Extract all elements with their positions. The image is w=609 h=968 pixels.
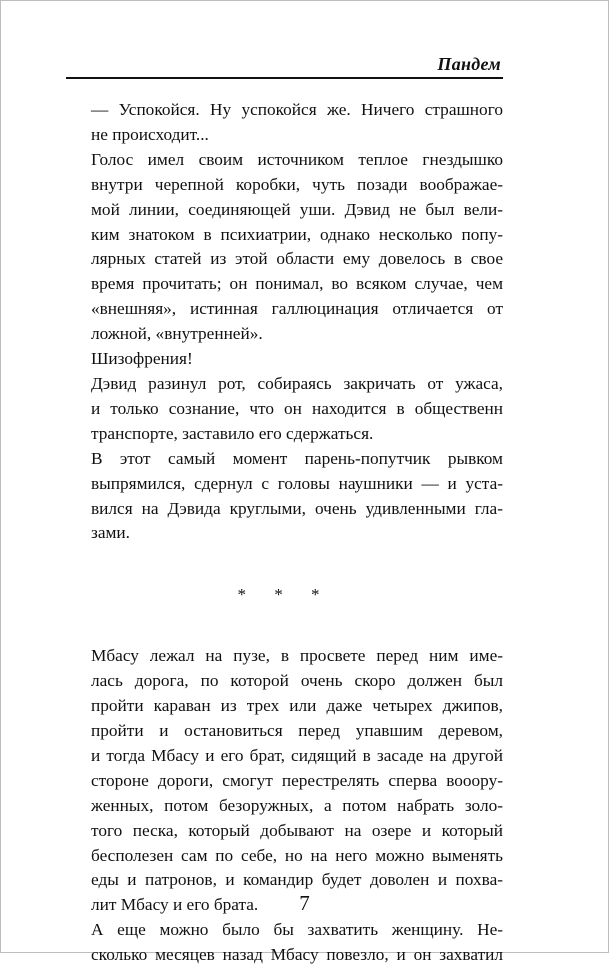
paragraph bbox=[66, 447, 503, 547]
text-line: — Успокойся. Ну успокойся же. Ничего страшного bbox=[91, 100, 503, 119]
paragraph bbox=[66, 918, 503, 968]
text-line: Мбасу лежал на пузе, в просвете перед ним име- bbox=[91, 646, 503, 666]
text-line: еды и патронов, и командир будет доволен и похва- bbox=[91, 870, 503, 890]
text-line: пройти и остановиться перед упавшим деревом, bbox=[91, 721, 503, 741]
page-number: 7 bbox=[299, 891, 310, 915]
text-line: выпрямился, сдернул с головы наушники — и уста- bbox=[91, 473, 503, 493]
text-line: вился на Дэвида круглыми, очень удивленными гла- bbox=[91, 498, 503, 518]
paragraph bbox=[66, 98, 503, 148]
text-line: лась дорога, по которой очень скоро должен был bbox=[91, 671, 503, 691]
text-line: Шизофрения! bbox=[91, 349, 193, 369]
text-line: не происходит... bbox=[91, 124, 209, 144]
paragraph bbox=[66, 644, 503, 918]
text-line: лит Мбасу и его брата. bbox=[91, 895, 259, 915]
paragraph bbox=[66, 372, 503, 447]
text-line: и тогда Мбасу и его брат, сидящий в засаде на другой bbox=[91, 745, 503, 765]
text-line: Дэвид разинул рот, собираясь закричать от ужаса, bbox=[91, 373, 503, 393]
section-separator: * * * bbox=[237, 585, 332, 605]
text-line: пройти караван из трех или даже четырех джипов, bbox=[91, 696, 503, 716]
text-line: В этот самый момент парень-попутчик рывком bbox=[91, 448, 503, 468]
text-line: ким знатоком в психиатрии, однако несколько попу- bbox=[91, 224, 503, 244]
text-line: А еще можно было бы захватить женщину. Не- bbox=[91, 920, 503, 940]
text-line: время прочитать; он понимал, во всяком случае, чем bbox=[91, 274, 503, 294]
text-line: зами. bbox=[91, 523, 131, 543]
running-head: Пандем bbox=[437, 54, 501, 74]
paragraph bbox=[66, 347, 503, 372]
body-text bbox=[66, 98, 503, 968]
text-line: женных, потом безоружных, а потом набрать золо- bbox=[91, 795, 503, 815]
text-line: и только сознание, что он находится в общественн bbox=[91, 398, 503, 418]
text-line: транспорте, заставило его сдержаться. bbox=[91, 423, 374, 443]
text-line: мой линии, соединяющей уши. Дэвид не был вели- bbox=[91, 199, 503, 219]
text-line: внутри черепной коробки, чуть позади воображае- bbox=[91, 174, 503, 194]
text-line: ложной, «внутренней». bbox=[91, 324, 263, 344]
text-line: бесполезен сам по себе, но на него можно выменять bbox=[91, 845, 503, 865]
text-line: того песка, который добывают на озере и который bbox=[91, 820, 503, 840]
text-line: Голос имел своим источником теплое гнездышко bbox=[91, 149, 503, 169]
text-line: сколько месяцев назад Мбасу повезло, и он захватил bbox=[91, 945, 503, 965]
text-line: «внешняя», истинная галлюцинация отличается от bbox=[91, 299, 503, 319]
text-line: стороне дороги, смогут перестрелять сперва вооору- bbox=[91, 770, 503, 790]
paragraph bbox=[66, 148, 503, 347]
text-line: лярных статей из этой области ему довелось в свое bbox=[91, 249, 503, 269]
header-rule bbox=[66, 77, 503, 79]
